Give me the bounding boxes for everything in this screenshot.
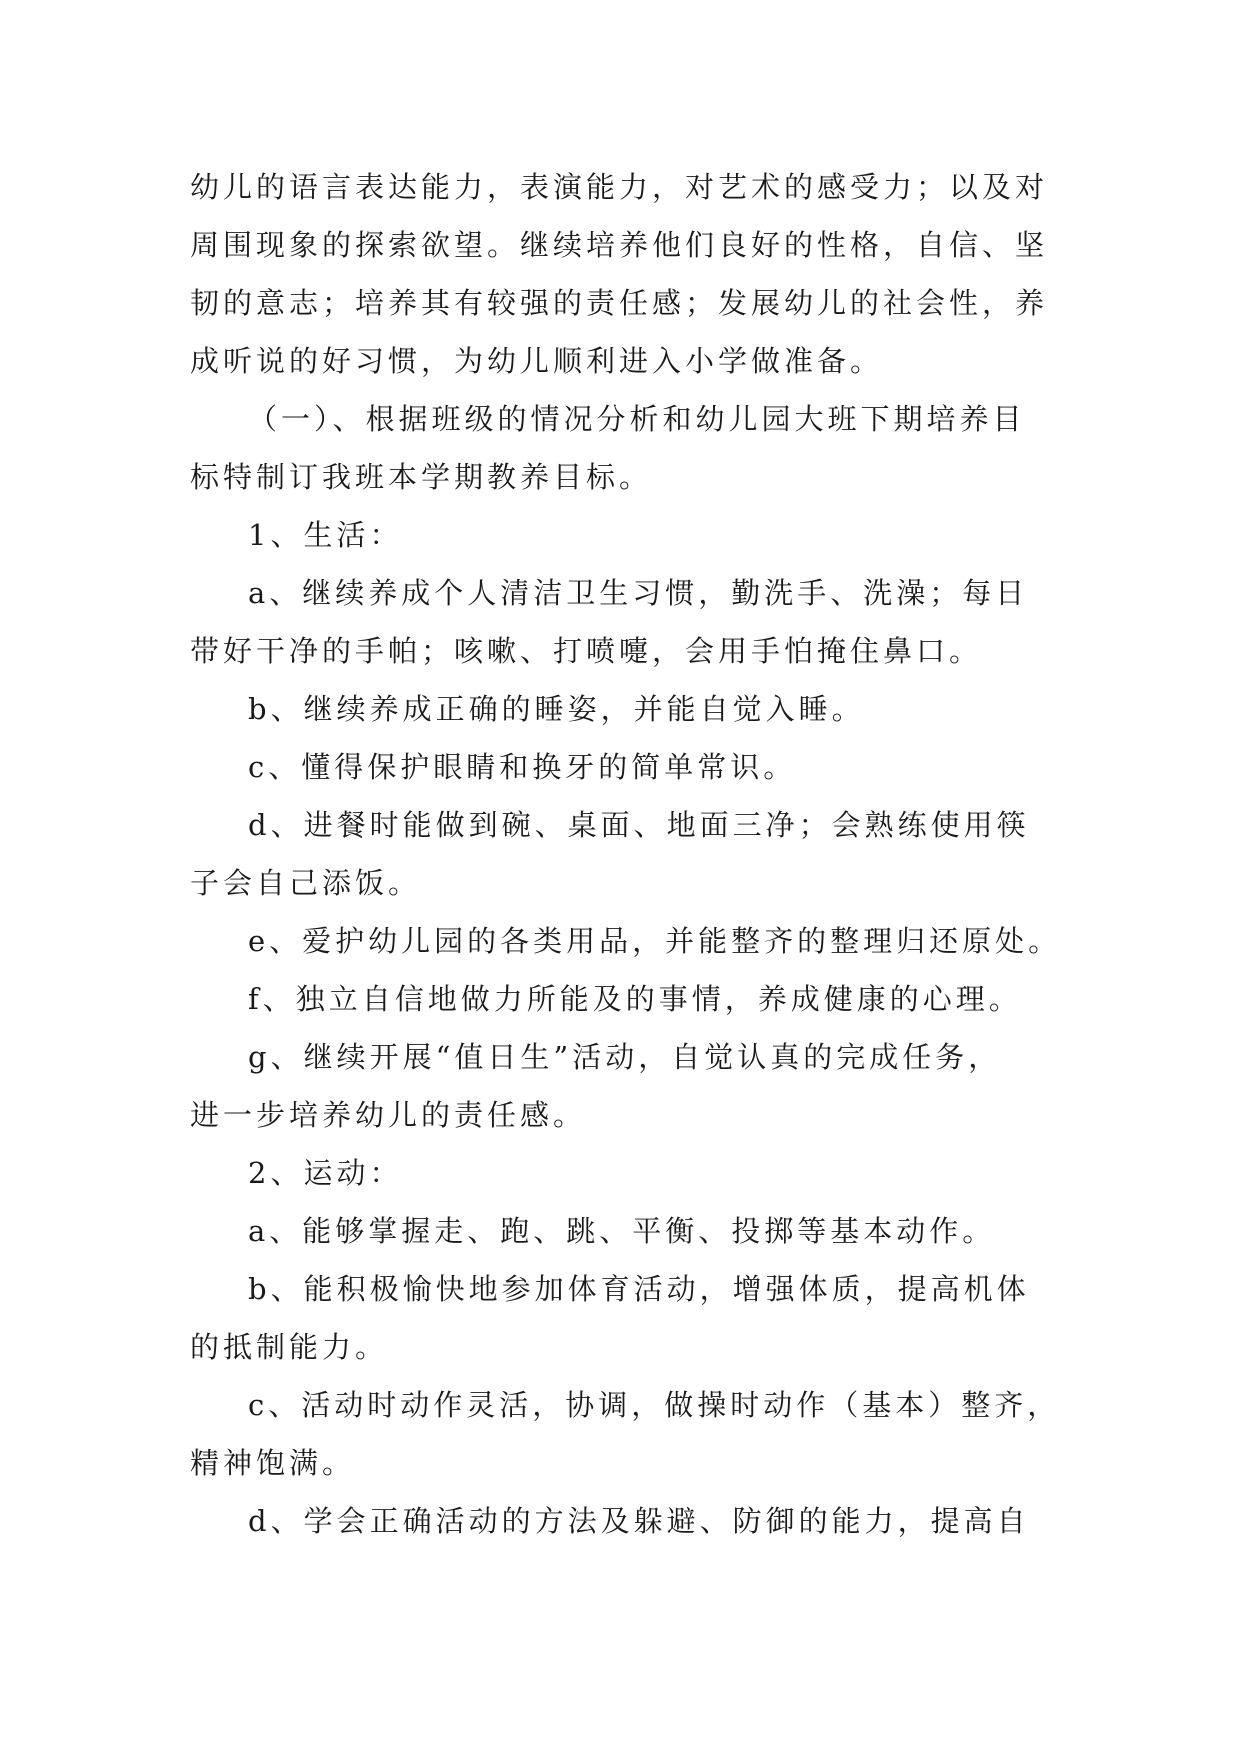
text-line: d、进餐时能做到碗、桌面、地面三净；会熟练使用筷 [248,808,1030,842]
document-body [190,158,1062,1550]
text-line: 子会自己添饭。 [190,866,422,900]
list-item-life-c [190,738,1050,796]
text-line: 精神饱满。 [190,1446,356,1480]
list-item-exercise-d [190,1492,1050,1550]
text-line: 2、运动： [248,1156,403,1190]
list-item-exercise-c [190,1376,1061,1492]
text-line: 进一步培养幼儿的责任感。 [190,1098,587,1132]
text-line: c、活动时动作灵活，协调，做操时动作（基本）整齐， [248,1388,1061,1422]
text-line: 幼儿的语言表达能力，表演能力，对艺术的感受力；以及对 [190,170,1049,204]
text-line: 成听说的好习惯，为幼儿顺利进入小学做准备。 [190,344,884,378]
heading-exercise [190,1144,1050,1202]
list-item-exercise-a [190,1202,1050,1260]
text-line: b、继续养成正确的睡姿，并能自觉入睡。 [248,692,865,726]
text-line: 周围现象的探索欲望。继续培养他们良好的性格，自信、坚 [190,228,1049,262]
list-item-exercise-b [190,1260,1050,1376]
list-item-life-e [190,912,1062,970]
text-line: a、能够掌握走、跑、跳、平衡、投掷等基本动作。 [248,1214,996,1248]
text-line: f、独立自信地做力所能及的事情，养成健康的心理。 [248,982,1022,1016]
list-item-life-a [190,564,1050,680]
text-line: 带好干净的手帕；咳嗽、打喷嚏，会用手怕掩住鼻口。 [190,634,983,668]
text-line: 韧的意志；培养其有较强的责任感；发展幼儿的社会性，养 [190,286,1049,320]
text-line: 的抵制能力。 [190,1330,389,1364]
text-line: b、能积极愉快地参加体育活动，增强体质，提高机体 [248,1272,1030,1306]
text-line: （一）、根据班级的情况分析和幼儿园大班下期培养目 [248,402,1026,436]
paragraph-intro [190,158,1050,390]
list-item-life-b [190,680,1050,738]
text-line: c、懂得保护眼睛和换牙的简单常识。 [248,750,797,784]
text-line: 标特制订我班本学期教养目标。 [190,460,653,494]
text-line: 1、生活： [248,518,403,552]
text-line: a、继续养成个人清洁卫生习惯，勤洗手、洗澡；每日 [248,576,1029,610]
list-item-life-f [190,970,1050,1028]
heading-life [190,506,1050,564]
text-line: e、爱护幼儿园的各类用品，并能整齐的整理归还原处。 [248,924,1062,958]
list-item-life-d [190,796,1050,912]
paragraph-section-one [190,390,1050,506]
text-line: g、继续开展“值日生”活动，自觉认真的完成任务， [248,1040,1002,1074]
text-line: d、学会正确活动的方法及躲避、防御的能力，提高自 [248,1504,1030,1538]
list-item-life-g [190,1028,1050,1144]
